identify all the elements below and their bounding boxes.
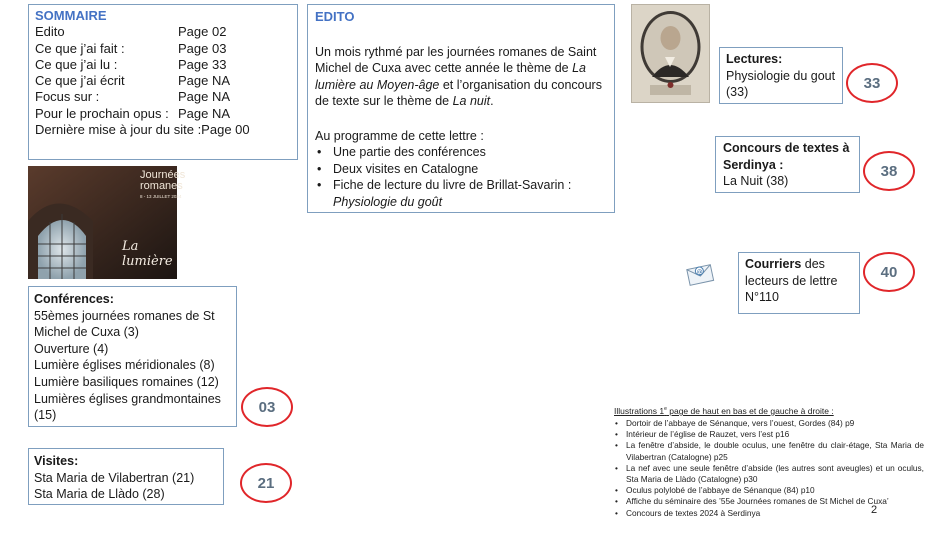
portrait-artwork [632,5,709,102]
edito-intro [315,44,607,110]
list-item: Lumières églises grandmontaines (15) [34,391,221,423]
list-item: • La fenêtre d’abside, le double oculus, une fenêtre du clair-étage, Sta Maria de Vilabertran (Catalogne) p25 [614,440,924,462]
lectures-page-badge[interactable]: 33 [846,63,898,103]
edito-intro-text: . [490,94,494,108]
sommaire-page: Page 33 [178,56,227,72]
edito-intro-text: et l’organisation du concours de texte sur le thème de [315,77,602,108]
sommaire-last-update-label: Dernière mise à jour du site :Page 00 [35,122,250,138]
list-item: Lumière basiliques romaines (12) [34,374,219,389]
courriers-text [745,256,853,306]
sommaire-last-update[interactable] [35,122,291,138]
illustrations-title [614,404,924,417]
list-item: 55èmes journées romanes de St Michel de Cuxa (3) [34,308,215,340]
sommaire-page: Page NA [178,89,231,105]
visites-page-badge[interactable]: 21 [240,463,292,503]
sommaire-page: Page 02 [178,24,227,40]
visites-title: Visites: [34,454,79,468]
book-title: Physiologie du goût [333,194,443,209]
edito-title: EDITO [315,9,355,24]
concours-page-badge[interactable]: 38 [863,151,915,191]
sommaire-row[interactable] [35,73,291,89]
edito-list [315,144,607,210]
concours-text: La Nuit (38) [723,174,789,188]
sommaire-page: Page 03 [178,40,227,56]
list-item: • Concours de textes 2024 à Serdinya [614,508,924,519]
visites-box [28,448,224,505]
envelope-icon [685,261,715,287]
edito-theme: La lumière au Moyen-âge [315,61,587,92]
illustrations-title-text: Illustrations 1 [614,405,665,416]
list-item: • La nef avec une seule fenêtre d’abside (les autres sont aveugles) et un oculus, Sta Maria de Llàdo (Catalogne) p30 [614,463,924,485]
sommaire-row[interactable] [35,24,291,40]
poster-dates: 8 - 13 JUILLET 2024 [140,194,182,199]
sommaire-title: SOMMAIRE [35,8,107,23]
list-item-text: Fiche de lecture du livre de Brillat-Savarin : [333,178,572,192]
sommaire-box [28,4,298,160]
sommaire-page: Page NA [178,105,231,121]
illustrations-title-text: page de haut en bas et de gauche à droite : [666,405,834,416]
sommaire-page: Page NA [178,73,231,89]
lectures-title: Lectures: [726,52,783,66]
list-item: Ouverture (4) [34,341,109,356]
lectures-text: Physiologie du gout (33) [726,68,836,99]
sommaire-label: Ce que j’ai écrit [35,73,125,89]
portrait-image [631,4,710,103]
page-number: 2 [871,504,878,516]
list-item: • Affiche du séminaire des ’55e Journées romanes de St Michel de Cuxa’ [614,496,924,507]
sommaire-row[interactable] [35,57,291,73]
poster-image [28,166,186,279]
conferences-box [28,286,237,427]
conferences-page-badge[interactable]: 03 [241,387,293,427]
poster-title-1: Journées [140,169,186,181]
concours-box [715,136,860,193]
list-item: • Dortoir de l’abbaye de Sénanque, vers l’ouest, Gordes (84) p9 [614,418,924,429]
illustrations-items [614,418,924,519]
illustrations-list [614,404,924,519]
sommaire-row[interactable] [35,41,291,57]
sommaire-label: Edito [35,24,65,40]
svg-text:@: @ [695,267,704,277]
edito-programme: Au programme de cette lettre : [315,128,484,143]
sommaire-label: Focus sur : [35,89,100,105]
edito-box [307,4,615,213]
list-item: Sta Maria de Vilabertran (21) [34,470,195,485]
list-item: Sta Maria de Llàdo (28) [34,487,165,502]
courriers-title: Courriers [745,257,802,271]
sommaire-label: Ce que j’ai lu : [35,56,118,72]
courriers-box [738,252,860,314]
sommaire-label: Pour le prochain opus : [35,105,169,121]
poster-theme: La lumière [122,239,173,269]
courriers-page-badge[interactable]: 40 [863,252,915,292]
conferences-title: Conférences: [34,292,114,306]
sommaire-row[interactable] [35,106,291,122]
illustrations-title-sup: e [664,406,667,412]
sommaire-row[interactable] [35,89,291,105]
sommaire-label: Ce que j’ai fait : [35,40,125,56]
edito-contest-theme: La nuit [452,94,491,108]
courriers-desc: des lecteurs de lettre N°110 [745,257,838,304]
list-item: • Intérieur de l’église de Rauzet, vers l’est p16 [614,429,924,440]
list-item: • Une partie des conférences [315,144,607,161]
edito-intro-text: Un mois rythmé par les journées romanes de Saint Michel de Cuxa avec cette année le thème de [315,44,597,75]
list-item: Lumière églises méridionales (8) [34,358,215,373]
poster-title-2: romanes [140,180,183,192]
list-item [315,177,607,210]
lectures-box [719,47,843,104]
concours-title: Concours de textes à Serdinya : [723,141,850,172]
list-item: • Deux visites en Catalogne [315,161,607,178]
envelope-icon-svg [685,261,715,287]
list-item: • Oculus polylobé de l’abbaye de Sénanque (84) p10 [614,485,924,496]
